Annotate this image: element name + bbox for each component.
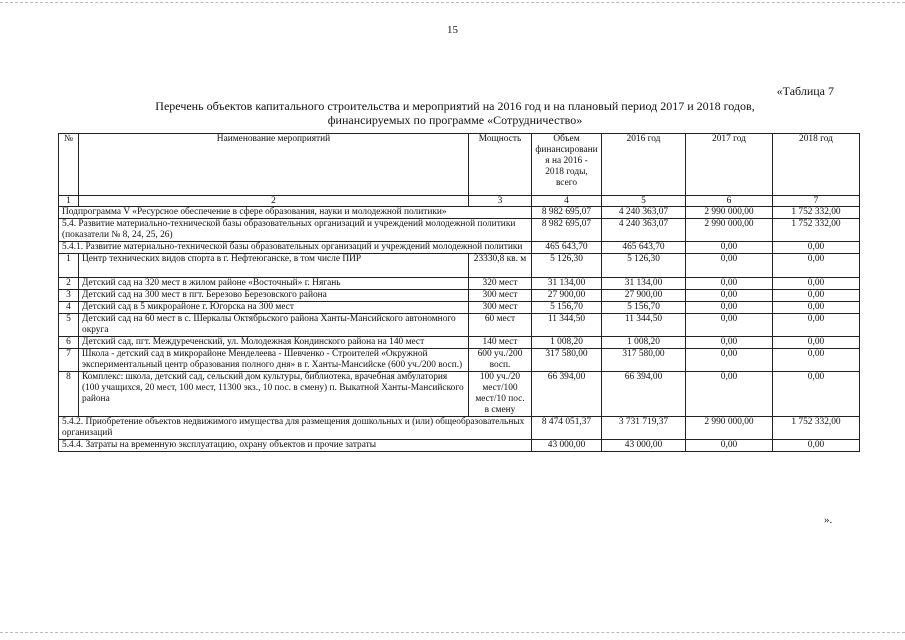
object-name: Комплекс: школа, детский сад, сельский дом культуры, библиотека, врачебная амбулатория (100 учащихся, 20 мест, 100 мест, 11300 экз., 10 пос. в смену) п. Выкатной Ханты-Мансийского района [79,372,469,417]
table-row [59,314,860,337]
y2018-cell: 1 752 332,00 [773,417,860,440]
column-number-row [59,196,860,207]
y2018-cell: 0,00 [773,372,860,417]
volume-cell: 11 344,50 [532,314,602,337]
subprogram-row [59,207,860,219]
y2018-cell: 0,00 [773,242,860,254]
header-no: № [59,134,79,196]
y2017-cell: 0,00 [686,349,773,372]
row-number: 4 [59,302,79,314]
volume-cell: 317 580,00 [532,349,602,372]
table-row [59,349,860,372]
y2016-cell: 11 344,50 [602,314,686,337]
object-name: Детский сад, пгт. Междуреченский, ул. Молодежная Кондинского района на 140 мест [79,337,469,349]
y2018-cell: 0,00 [773,278,860,290]
header-2018: 2018 год [773,134,860,196]
row-number: 7 [59,349,79,372]
y2017-cell: 0,00 [686,302,773,314]
y2017-cell: 0,00 [686,314,773,337]
object-name: Центр технических видов спорта в г. Нефтеюганске, в том числе ПИР [79,254,469,278]
y2018-cell: 0,00 [773,290,860,302]
capacity-cell: 23330,8 кв. м [469,254,532,278]
volume-cell: 8 474 051,37 [532,417,602,440]
y2016-cell: 43 000,00 [602,440,686,452]
volume-cell: 43 000,00 [532,440,602,452]
y2018-cell: 0,00 [773,337,860,349]
y2017-cell: 2 990 000,00 [686,207,773,219]
y2016-cell: 4 240 363,07 [602,219,686,242]
y2017-cell: 0,00 [686,242,773,254]
col-number: 7 [773,196,860,207]
col-number: 3 [469,196,532,207]
volume-cell: 5 126,30 [532,254,602,278]
table-row [59,254,860,278]
row-number: 8 [59,372,79,417]
table-row [59,278,860,290]
y2018-cell: 0,00 [773,314,860,337]
y2016-cell: 4 240 363,07 [602,207,686,219]
col-number: 4 [532,196,602,207]
volume-cell: 31 134,00 [532,278,602,290]
table-label: «Таблица 7 [776,84,834,98]
volume-cell: 8 982 695,07 [532,219,602,242]
y2017-cell: 0,00 [686,254,773,278]
row-number: 1 [59,254,79,278]
col-number: 1 [59,196,79,207]
table-row [59,337,860,349]
col-number: 2 [79,196,469,207]
table-row [59,302,860,314]
y2017-cell: 0,00 [686,278,773,290]
section-row-5-4-2 [59,417,860,440]
y2018-cell: 0,00 [773,254,860,278]
col-number: 6 [686,196,773,207]
capacity-cell: 100 уч./20 мест/100 мест/10 пос. в смену [469,372,532,417]
table-row [59,290,860,302]
title-line-1: Перечень объектов капитального строительства и мероприятий на 2016 год и на плановый период 2017 и 2018 годов, [155,99,755,113]
capacity-cell: 600 уч./200 восп. [469,349,532,372]
y2018-cell: 1 752 332,00 [773,207,860,219]
volume-cell: 66 394,00 [532,372,602,417]
y2016-cell: 31 134,00 [602,278,686,290]
y2018-cell: 1 752 332,00 [773,219,860,242]
volume-cell: 8 982 695,07 [532,207,602,219]
y2016-cell: 3 731 719,37 [602,417,686,440]
top-scan-edge [0,2,905,4]
y2016-cell: 5 126,30 [602,254,686,278]
y2016-cell: 317 580,00 [602,349,686,372]
y2016-cell: 5 156,70 [602,302,686,314]
title-line-2: финансируемых по программе «Сотрудничество» [327,113,583,127]
y2017-cell: 2 990 000,00 [686,417,773,440]
volume-cell: 5 156,70 [532,302,602,314]
section-row-5-4 [59,219,860,242]
subprogram-label: Подпрограмма V «Ресурсное обеспечение в сфере образования, науки и молодежной политики» [59,207,532,219]
capacity-cell: 60 мест [469,314,532,337]
y2017-cell: 0,00 [686,337,773,349]
object-name: Школа - детский сад в микрорайоне Менделеева - Шевченко - Строителей «Окружной экспериментальный центр образования полного дня» в г. Ханты-Мансийске (600 уч./200 восп.) [79,349,469,372]
bottom-scan-edge [0,632,905,634]
object-name: Детский сад на 300 мест в пгт. Березово Березовского района [79,290,469,302]
section-label: 5.4.1. Развитие материально-технической базы образовательных организаций и учреждений молодежной политики [59,242,532,254]
y2016-cell: 66 394,00 [602,372,686,417]
capacity-cell: 300 мест [469,290,532,302]
y2017-cell: 0,00 [686,290,773,302]
object-name: Детский сад на 60 мест в с. Шеркалы Октябрьского района Ханты-Мансийского автономного округа [79,314,469,337]
objects-table [58,133,860,452]
section-label: 5.4.2. Приобретение объектов недвижимого имущества для размещения дошкольных и (или) общеобразовательных организаций [59,417,532,440]
y2016-cell: 1 008,20 [602,337,686,349]
header-volume: Объем финансировани я на 2016 - 2018 годы, всего [532,134,602,196]
closing-quote-mark: ». [824,514,833,526]
row-number: 2 [59,278,79,290]
col-number: 5 [602,196,686,207]
row-number: 3 [59,290,79,302]
header-capacity: Мощность [469,134,532,196]
capacity-cell: 140 мест [469,337,532,349]
volume-cell: 465 643,70 [532,242,602,254]
y2017-cell: 0,00 [686,372,773,417]
y2018-cell: 0,00 [773,440,860,452]
header-2017: 2017 год [686,134,773,196]
y2016-cell: 465 643,70 [602,242,686,254]
row-number: 6 [59,337,79,349]
y2016-cell: 27 900,00 [602,290,686,302]
header-name: Наименование мероприятий [79,134,469,196]
header-row [59,134,860,196]
capacity-cell: 300 мест [469,302,532,314]
capacity-cell: 320 мест [469,278,532,290]
volume-cell: 1 008,20 [532,337,602,349]
y2018-cell: 0,00 [773,349,860,372]
document-title [60,99,850,127]
object-name: Детский сад в 5 микрорайоне г. Югорска на 300 мест [79,302,469,314]
table-row [59,372,860,417]
y2017-cell: 0,00 [686,440,773,452]
section-row-5-4-4 [59,440,860,452]
header-2016: 2016 год [602,134,686,196]
section-label: 5.4.4. Затраты на временную эксплуатацию, охрану объектов и прочие затраты [59,440,532,452]
row-number: 5 [59,314,79,337]
page-number: 15 [447,24,458,36]
y2017-cell: 2 990 000,00 [686,219,773,242]
volume-cell: 27 900,00 [532,290,602,302]
section-label: 5.4. Развитие материально-технической базы образовательных организаций и учреждений молодежной политики (показатели № 8, 24, 25, 26) [59,219,532,242]
y2018-cell: 0,00 [773,302,860,314]
section-row-5-4-1 [59,242,860,254]
object-name: Детский сад на 320 мест в жилом районе «Восточный» г. Нягань [79,278,469,290]
